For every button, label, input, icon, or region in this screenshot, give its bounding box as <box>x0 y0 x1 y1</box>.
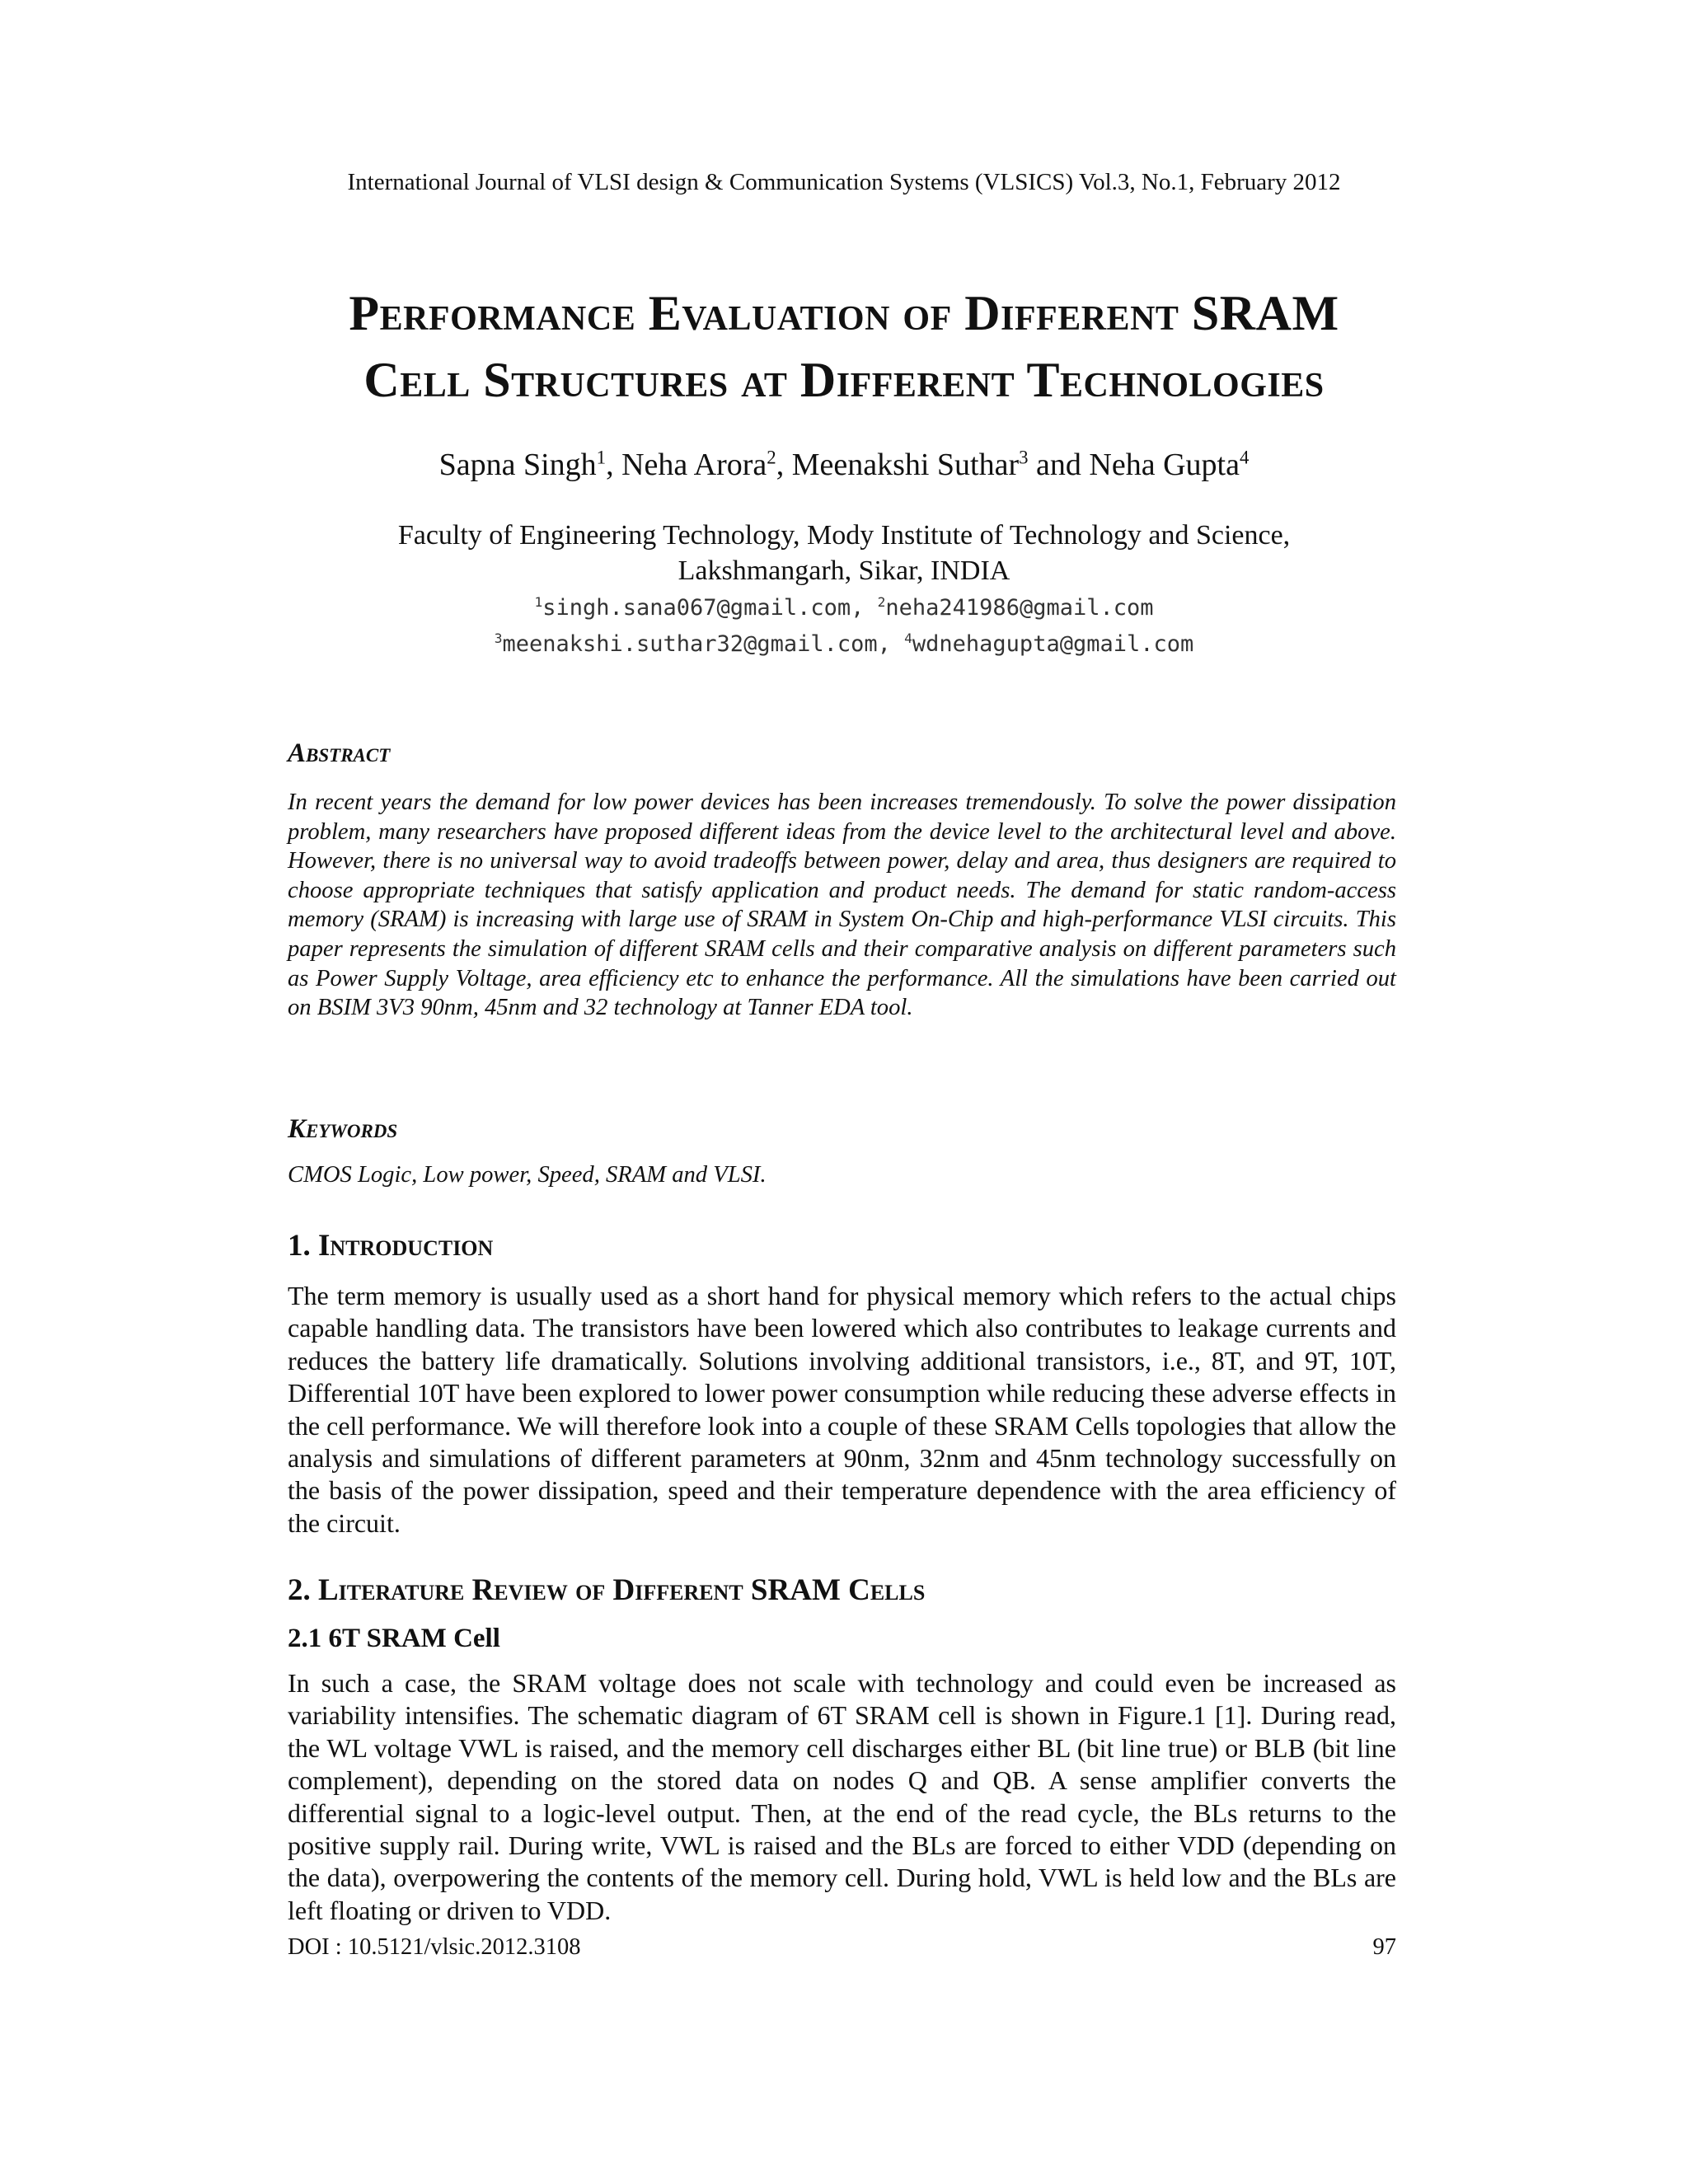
title-line-1: Performance Evaluation of Different SRAM <box>349 286 1339 340</box>
title-line-2: Cell Structures at Different Technologies <box>363 353 1325 407</box>
author-name: Meenakshi Suthar <box>791 448 1020 482</box>
author-superscript: 1 <box>596 447 607 468</box>
email-superscript: 4 <box>904 630 912 646</box>
affiliation-line-2: Lakshmangarh, Sikar, INDIA <box>678 555 1010 586</box>
page-number: 97 <box>1372 1934 1396 1960</box>
author-emails <box>0 587 1688 659</box>
author-superscript: 4 <box>1239 447 1250 468</box>
journal-header: International Journal of VLSI design & Communication Systems (VLSICS) Vol.3, No.1, February 2012 <box>347 169 1341 195</box>
section-heading-literature-review: 2. Literature Review of Different SRAM Cells <box>288 1573 926 1607</box>
author-list: Sapna Singh$^1$, Neha Arora$^2$, Meenakshi Suthar$^3$ and Neha Gupta$^4$ <box>438 447 1250 482</box>
doi-text: DOI : 10.5121/vlsic.2012.3108 <box>288 1934 581 1960</box>
6t-sram-text: In such a case, the SRAM voltage does not scale with technology and could even be increased as variability intensifies. The schematic diagram of 6T SRAM cell is shown in Figure.1 [1]. During read, the WL voltage VWL is raised, and the memory cell discharges either BL (bit line true) or BLB (bit line complement), depending on the stored data on nodes Q and QB. A sense amplifier converts the differential signal to a logic-level output. Then, at the end of the read cycle, the BLs returns to the positive supply rail. During write, VWL is raised and the BLs are forced to either VDD (depending on the data), overpowering the contents of the memory cell. During hold, VWL is held low and the BLs are left floating or driven to VDD. <box>288 1668 1396 1925</box>
email-superscript: 1 <box>534 594 543 610</box>
abstract-heading: Abstract <box>288 738 391 768</box>
author-superscript: 3 <box>1019 447 1029 468</box>
affiliation <box>0 518 1688 588</box>
email-superscript: 3 <box>494 630 503 646</box>
keywords-heading: Keywords <box>288 1114 398 1144</box>
introduction-text: The term memory is usually used as a short hand for physical memory which refers to the actual chips capable handling data. The transistors have been lowered which also contributes to leakage currents and reduces the battery life dramatically. Solutions involving additional transistors, i.e., 8T, and 9T, 10T, Differential 10T have been explored to lower power consumption while reducing these adverse effects in the cell performance. We will therefore look into a couple of these SRAM Cells topologies that allow the analysis and simulations of different parameters at 90nm, 32nm and 45nm technology successfully on the basis of the power dissipation, speed and their temperature dependence with the area efficiency of the circuit. <box>288 1281 1396 1538</box>
email-address: neha241986@gmail.com <box>885 595 1154 621</box>
email-line-1 <box>0 587 1688 623</box>
subsection-heading-6t-sram: 2.1 6T SRAM Cell <box>288 1624 500 1653</box>
email-address: singh.sana067@gmail.com, <box>542 595 865 621</box>
author-conjunction: and <box>1036 448 1081 482</box>
paper-title <box>0 280 1688 414</box>
email-superscript: 2 <box>877 594 886 610</box>
author-superscript: 2 <box>767 447 776 468</box>
keywords-text: CMOS Logic, Low power, Speed, SRAM and VLSI. <box>288 1162 767 1188</box>
author-name: Neha Gupta <box>1089 448 1240 482</box>
affiliation-line-1: Faculty of Engineering Technology, Mody Institute of Technology and Science, <box>397 520 1291 551</box>
author-name: Neha Arora <box>621 448 767 482</box>
email-line-2 <box>0 623 1688 659</box>
abstract-text: In recent years the demand for low power devices has been increases tremendously. To solve the power dissipation problem, many researchers have proposed different ideas from the device level to the architectural level and above. However, there is no universal way to avoid tradeoffs between power, delay and area, thus designers are required to choose appropriate techniques that satisfy application and product needs. The demand for static random-access memory (SRAM) is increasing with large use of SRAM in System On-Chip and high-performance VLSI circuits. This paper represents the simulation of different SRAM cells and their comparative analysis on different parameters such as Power Supply Voltage, area efficiency etc to enhance the performance. All the simulations have been carried out on BSIM 3V3 90nm, 45nm and 32 technology at Tanner EDA tool. <box>288 790 1396 1021</box>
section-heading-introduction: 1. Introduction <box>288 1229 494 1263</box>
email-address: wdnehagupta@gmail.com <box>912 631 1194 657</box>
author-name: Sapna Singh <box>438 448 597 482</box>
email-address: meenakshi.suthar32@gmail.com, <box>502 631 891 657</box>
